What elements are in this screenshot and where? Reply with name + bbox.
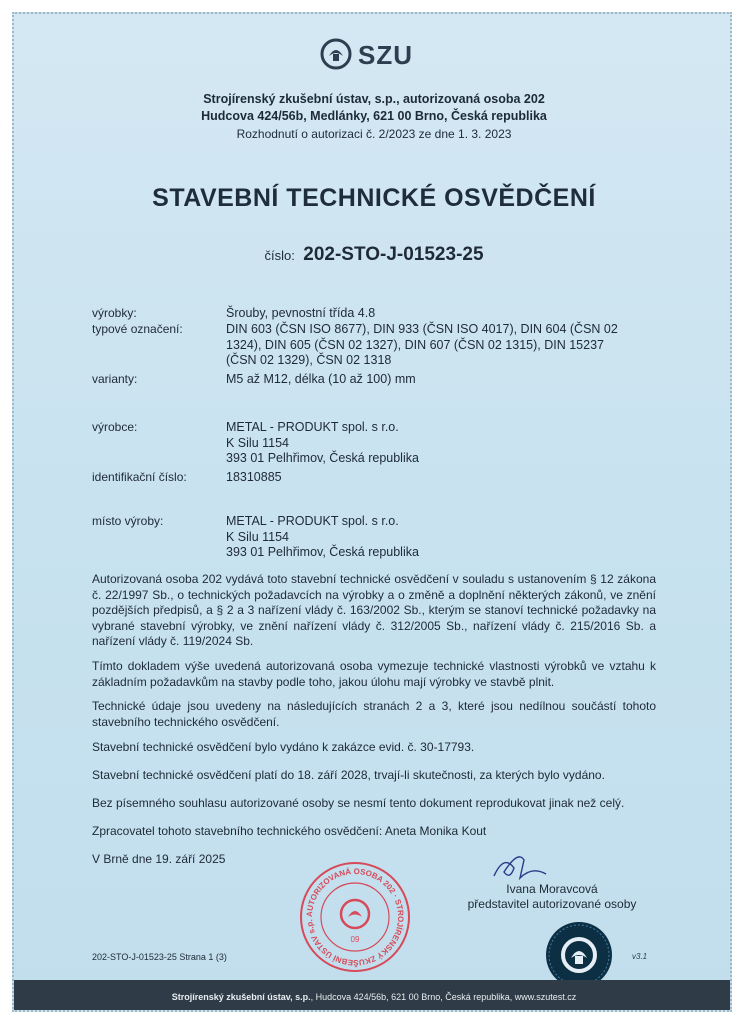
place-line: K Silu 1154 <box>226 529 290 544</box>
logo-brand: SZU <box>358 40 413 70</box>
manufacturer-line: K Silu 1154 <box>226 435 290 450</box>
manufacturer-label: výrobce: <box>92 420 138 434</box>
number-label: číslo: <box>264 248 295 263</box>
footer-org: Strojírenský zkušební ústav, s.p. <box>171 992 311 1002</box>
svg-text:AUTORIZOVANÁ OSOBA 202 · STROJ <box>305 867 405 967</box>
signatory <box>462 882 642 912</box>
id-label: identifikační číslo: <box>92 470 187 484</box>
szu-logo <box>320 38 440 74</box>
document-title: STAVEBNÍ TECHNICKÉ OSVĚDČENÍ <box>152 184 596 212</box>
product-value: Šrouby, pevnostní třída 4.8 <box>226 306 376 320</box>
paragraph-order: Stavební technické osvědčení bylo vydáno k zakázce evid. č. 30-17793. <box>92 740 475 754</box>
address-line: Hudcova 424/56b, Medlánky, 621 00 Brno, Česká republika <box>201 109 547 123</box>
official-stamp-icon <box>298 860 412 974</box>
signatory-name: Ivana Moravcová <box>506 882 598 896</box>
type-value: DIN 603 (ČSN ISO 8677), DIN 933 (ČSN ISO 4017), DIN 604 (ČSN 02 1324), DIN 605 (ČSN 02 1327), DIN 607 (ČSN 02 1315), DIN 15237 (ČSN 02 1329), ČSN 02 1318 <box>226 322 618 367</box>
paragraph-scope: Tímto dokladem výše uvedená autorizovaná osoba vymezuje technické vlastnosti výrobků ve vztahu k základním požadavkům na stavby podle toho, jakou úlohu mají výrobky ve stavbě plnit. <box>92 659 656 689</box>
paragraph-technical-data: Technické údaje jsou uvedeny na následujících stranách 2 a 3, které jsou nedílnou součástí tohoto stavebního technického osvědčení. <box>92 699 656 729</box>
page-reference: 202-STO-J-01523-25 Strana 1 (3) <box>92 952 227 962</box>
type-label: typové označení: <box>92 322 183 336</box>
certificate-number <box>14 244 732 266</box>
certificate-page <box>12 12 732 1012</box>
page-footer <box>14 980 732 1012</box>
number-value: 202-STO-J-01523-25 <box>303 244 484 265</box>
place-date: V Brně dne 19. září 2025 <box>92 852 226 866</box>
paragraph-reproduction: Bez písemného souhlasu autorizované osoby se nesmí tento dokument reprodukovat jinak než celý. <box>92 796 625 810</box>
variants-value: M5 až M12, délka (10 až 100) mm <box>226 372 416 386</box>
signatory-role: představitel autorizované osoby <box>467 897 637 911</box>
version-label: v3.1 <box>632 952 648 961</box>
manufacturer-value <box>226 420 626 467</box>
decision-line: Rozhodnutí o autorizaci č. 2/2023 ze dne 1. 3. 2023 <box>236 127 512 141</box>
place-line: METAL - PRODUKT spol. s r.o. <box>226 514 399 528</box>
szu-emblem-icon <box>320 38 352 70</box>
manufacturer-line: METAL - PRODUKT spol. s r.o. <box>226 420 399 434</box>
footer-details: , Hudcova 424/56b, 621 00 Brno, Česká republika, www.szutest.cz <box>310 992 577 1002</box>
paragraph-validity: Stavební technické osvědčení platí do 18. září 2028, trvají-li skutečnosti, za kterých bylo vydáno. <box>92 768 605 782</box>
place-label: místo výroby: <box>92 514 164 528</box>
paragraph-legal-basis: Autorizovaná osoba 202 vydává toto stavební technické osvědčení v souladu s ustanovením § 12 zákona č. 22/1997 Sb., o technických požadavcích na výrobky a o změně a doplnění některých zákonů, ve znění pozdějších předpisů, a § 2 a 3 nařízení vlády č. 163/2002 Sb., kterým se stanoví technické požadavky na vybrané stavební výrobky, ve znění nařízení vlády č. 312/2005 Sb., nařízení vlády č. 215/2016 Sb. a nařízení vlády č. 119/2024 Sb. <box>92 572 656 648</box>
stamp-number: 09 <box>350 935 360 944</box>
manufacturer-line: 393 01 Pelhřimov, Česká republika <box>226 451 419 465</box>
id-value: 18310885 <box>226 470 282 484</box>
product-label: výrobky: <box>92 306 137 320</box>
paragraph-processor: Zpracovatel tohoto stavebního technického osvědčení: Aneta Monika Kout <box>92 824 487 838</box>
stamp-text: AUTORIZOVANÁ OSOBA 202 · STROJÍRENSKÝ ZKUŠEBNÍ ÚSTAV s.p. <box>304 866 406 968</box>
org-line: Strojírenský zkušební ústav, s.p., autorizovaná osoba 202 <box>203 92 545 106</box>
place-value <box>226 514 626 561</box>
place-line: 393 01 Pelhřimov, Česká republika <box>226 545 419 559</box>
handwritten-signature-icon <box>484 846 554 886</box>
variants-label: varianty: <box>92 372 138 386</box>
